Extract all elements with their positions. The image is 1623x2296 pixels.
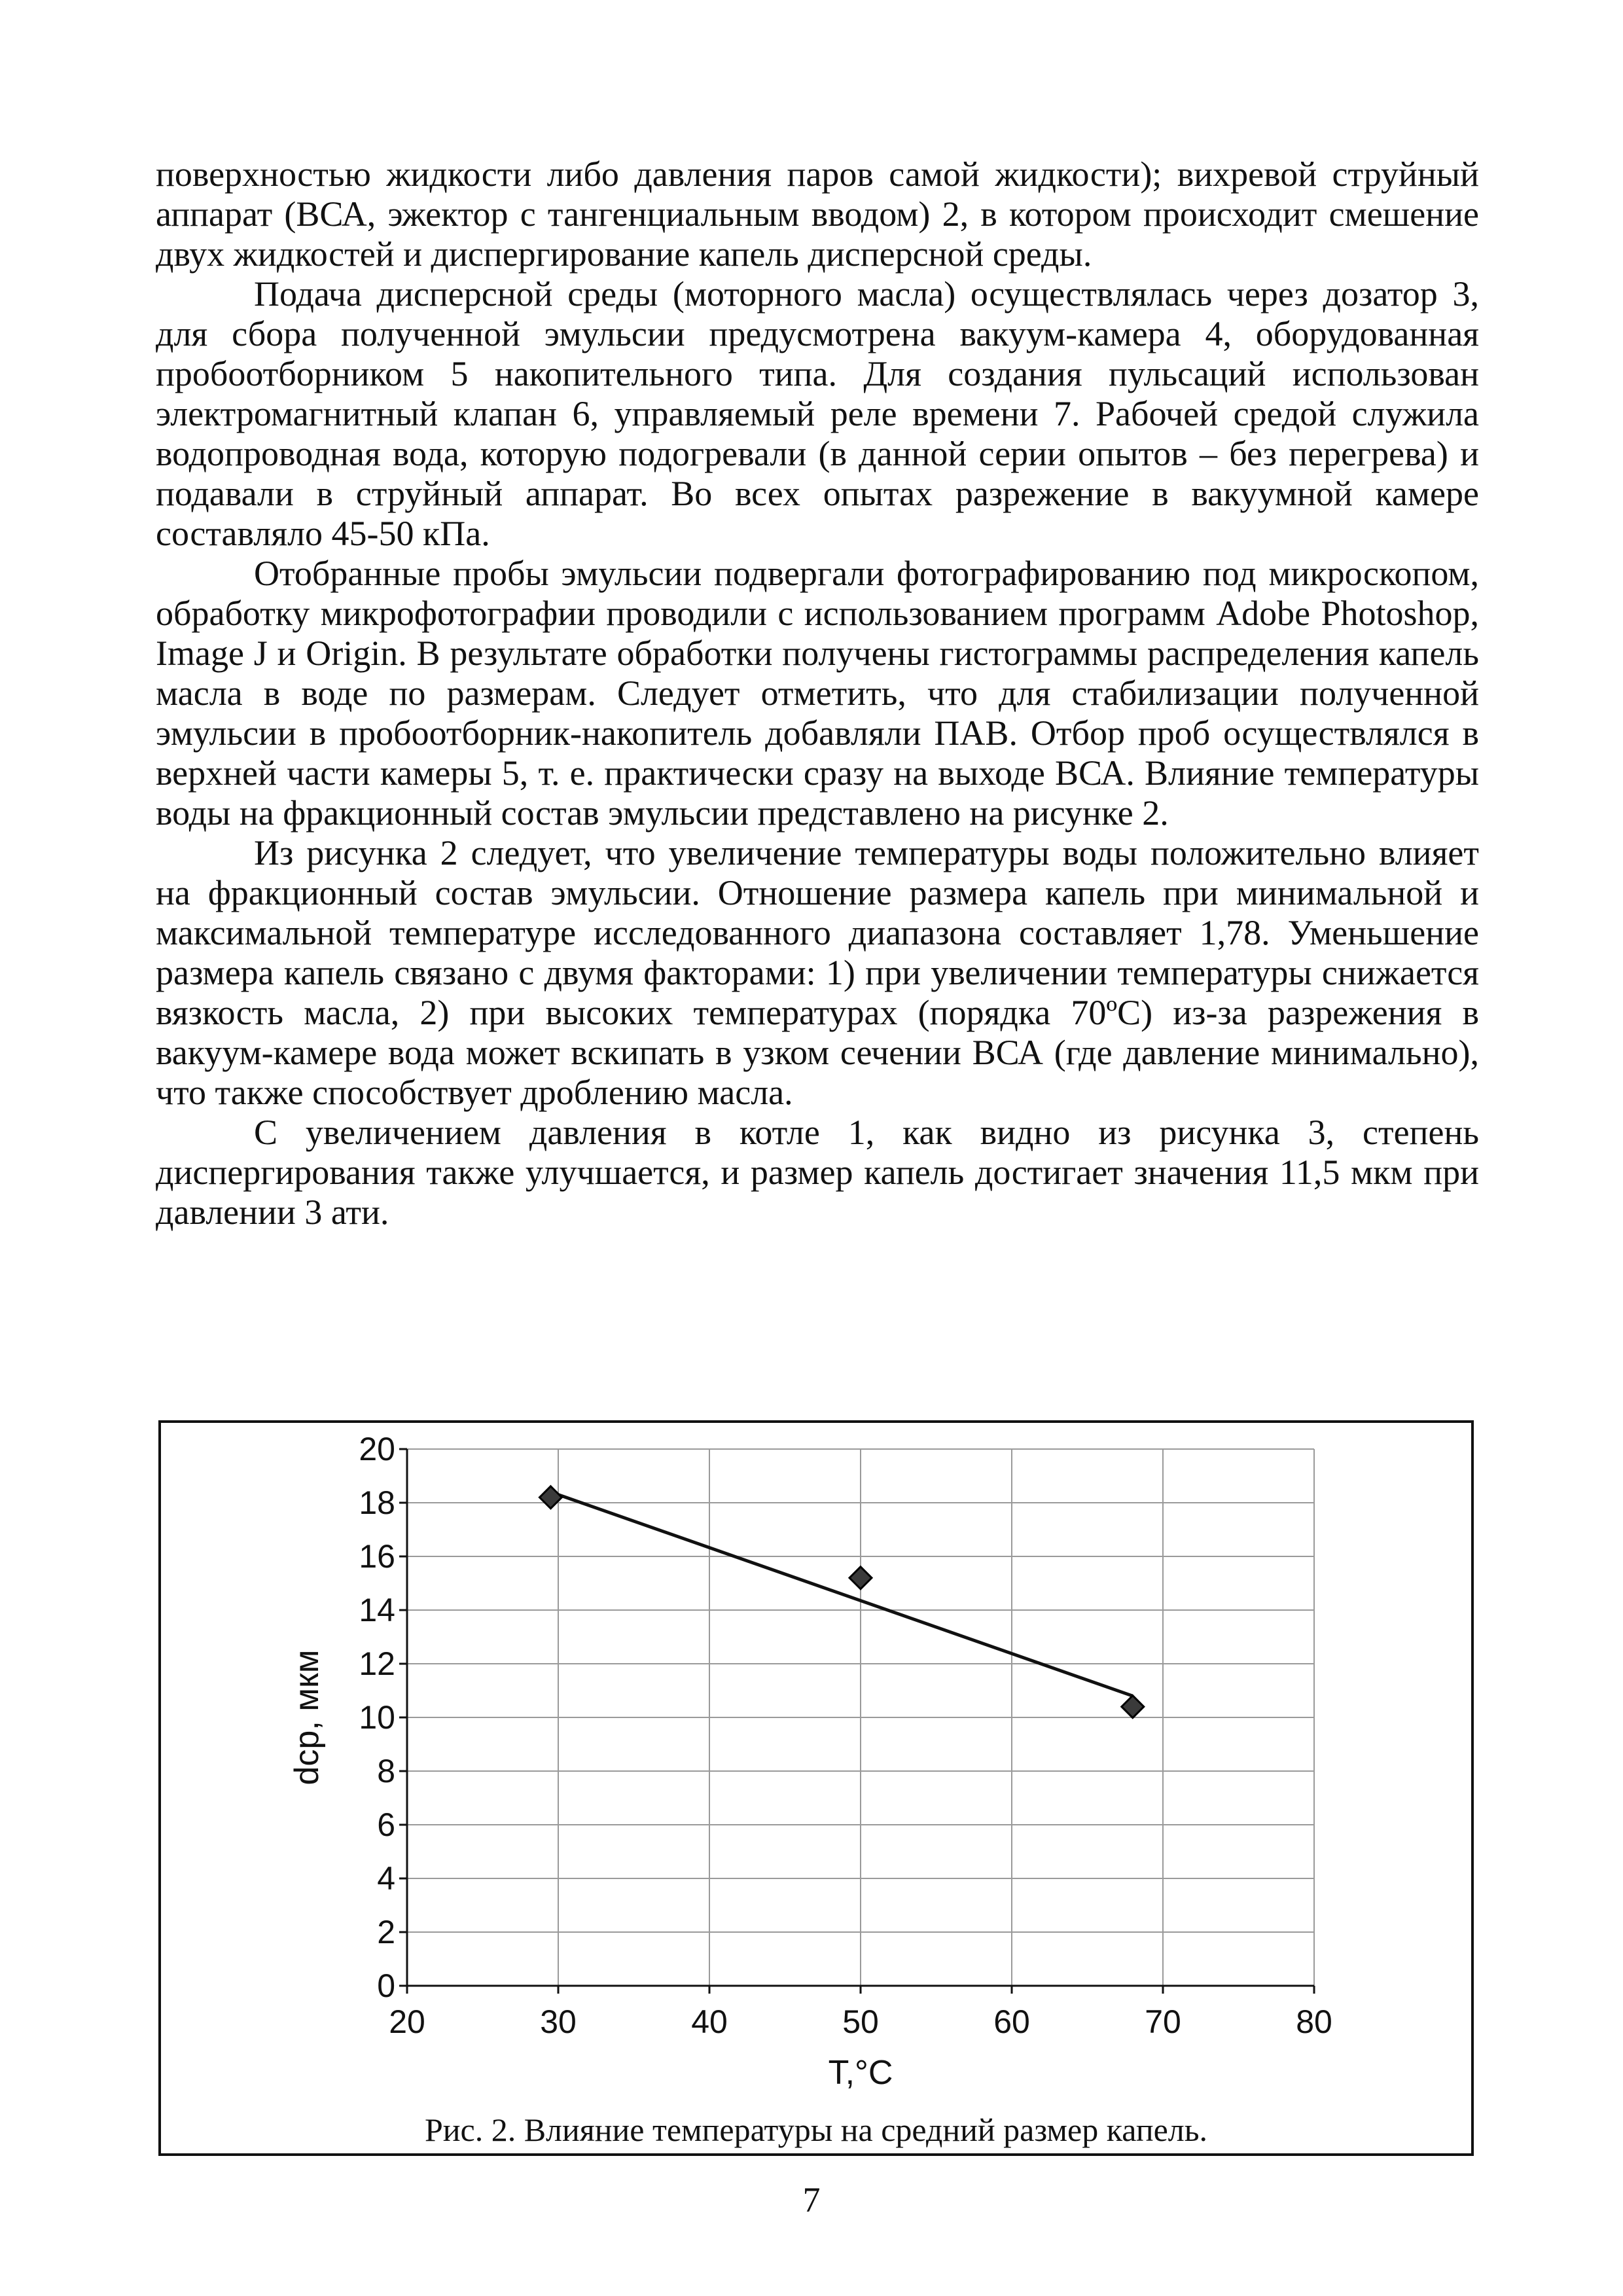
y-tick-label: 10 <box>359 1699 395 1736</box>
y-tick-label: 18 <box>359 1484 395 1521</box>
trendline <box>550 1492 1132 1696</box>
figure-caption: Рис. 2. Влияние температуры на средний размер капель. <box>424 2111 1208 2148</box>
paragraph-4: Из рисунка 2 следует, что увеличение температуры воды положительно влияет на фракционный состав эмульсии. Отношение размера капель при минимальной и максимальной температуре исследованного диапазона составляет 1,78. Уменьшение размера капель связано с двумя факторами: 1) при увеличении температуры снижается вязкость масла, 2) при высоких температурах (порядка 70ºС) из-за разрежения в вакуум-камере вода может вскипать в узком сечении ВСА (где давление минимально), что также способствует дроблению масла. <box>156 833 1479 1112</box>
y-tick-label: 20 <box>359 1431 395 1467</box>
paragraph-5: С увеличением давления в котле 1, как видно из рисунка 3, степень диспергирования также улучшается, и размер капель достигает значения 11,5 мкм при давлении 3 ати. <box>156 1113 1479 1232</box>
y-tick-label: 12 <box>359 1645 395 1682</box>
data-point <box>849 1567 872 1589</box>
page-number: 7 <box>802 2180 821 2219</box>
x-axis-title: T,°C <box>828 2054 893 2092</box>
y-tick-label: 14 <box>359 1592 395 1628</box>
y-tick-label: 8 <box>377 1753 395 1789</box>
temperature-droplet-chart <box>161 1423 1471 2104</box>
y-tick-label: 6 <box>377 1806 395 1843</box>
paragraph-3: Отобранные пробы эмульсии подвергали фотографированию под микроскопом, обработку микрофотографии проводили с использованием программ Adobe Photoshop, Image J и Origin. В результате обработки получены гистограммы распределения капель масла в воде по размерам. Следует отметить, что для стабилизации полученной эмульсии в пробоотборник-накопитель добавляли ПАВ. Отбор проб осуществлялся в верхней части камеры 5, т. е. практически сразу на выходе ВСА. Влияние температуры воды на фракционный состав эмульсии представлено на рисунке 2. <box>156 554 1479 833</box>
y-tick-label: 4 <box>377 1860 395 1897</box>
y-tick-label: 0 <box>377 1967 395 2004</box>
figure-2 <box>158 1420 1474 2156</box>
x-tick-label: 30 <box>540 2003 577 2040</box>
x-tick-label: 70 <box>1145 2003 1181 2040</box>
x-tick-label: 20 <box>389 2003 425 2040</box>
y-tick-label: 16 <box>359 1538 395 1575</box>
paragraph-1: поверхностью жидкости либо давления паров самой жидкости); вихревой струйный аппарат (ВСА, эжектор с тангенциальным вводом) 2, в котором происходит смешение двух жидкостей и диспергирование капель дисперсной среды. <box>156 154 1479 274</box>
y-axis-title: dср, мкм <box>288 1649 326 1785</box>
paragraph-2: Подача дисперсной среды (моторного масла) осуществлялась через дозатор 3, для сбора полученной эмульсии предусмотрена вакуум-камера 4, оборудованная пробоотборником 5 накопительного типа. Для создания пульсаций использован электромагнитный клапан 6, управляемый реле времени 7. Рабочей средой служила водопроводная вода, которую подогревали (в данной серии опытов – без перегрева) и подавали в струйный аппарат. Во всех опытах разрежение в вакуумной камере составляло 45-50 кПа. <box>156 274 1479 553</box>
body-text <box>156 154 1479 1232</box>
x-tick-label: 50 <box>842 2003 879 2040</box>
y-tick-label: 2 <box>377 1914 395 1950</box>
data-point <box>1122 1696 1144 1718</box>
x-tick-label: 60 <box>993 2003 1030 2040</box>
x-tick-label: 80 <box>1296 2003 1332 2040</box>
x-tick-label: 40 <box>691 2003 728 2040</box>
